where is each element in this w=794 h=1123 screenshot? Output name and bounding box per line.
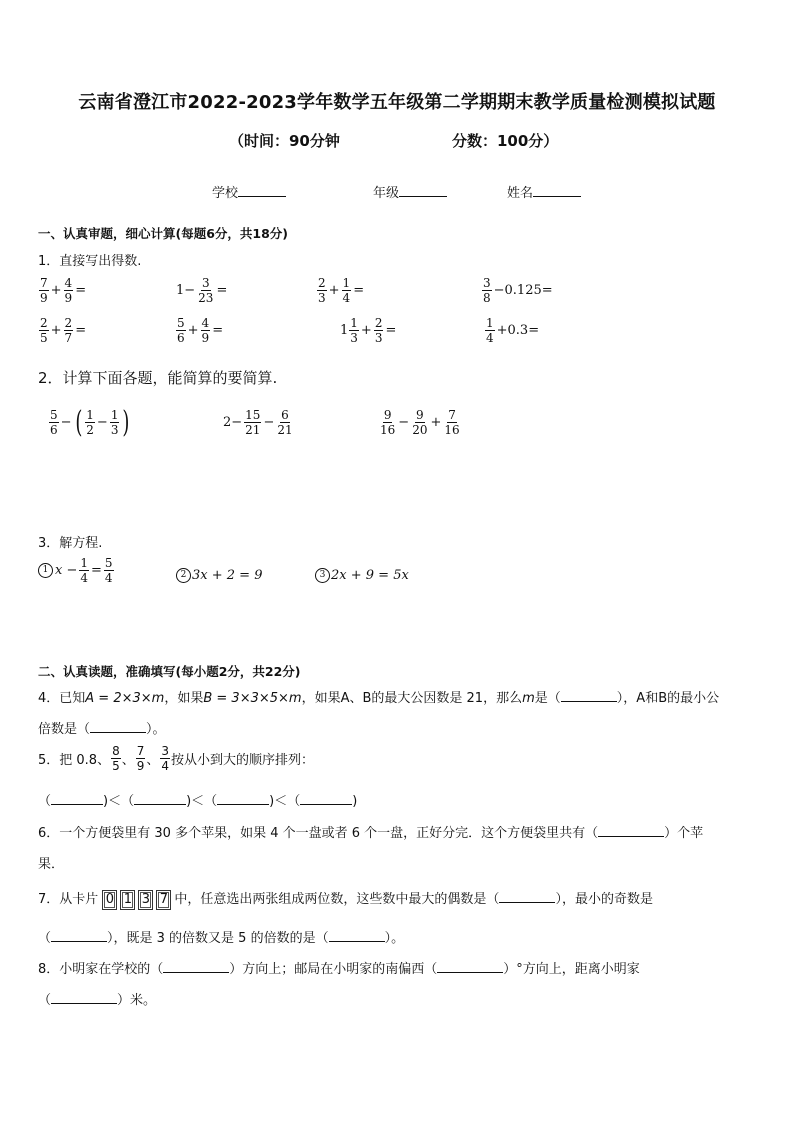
q5-line-2: （ )＜（ )＜（ )＜（ ) bbox=[38, 794, 358, 809]
time-label: （时间：90分钟 bbox=[229, 132, 340, 150]
number-card-3: 3 bbox=[138, 890, 153, 910]
name-field[interactable] bbox=[507, 182, 581, 201]
number-card-7: 7 bbox=[156, 890, 171, 910]
q6-line-1: 6．一个方便袋里有 30 多个苹果，如果 4 个一盘或者 6 个一盘，正好分完．这个方便袋里共有（ ）个苹 bbox=[38, 826, 704, 841]
section2-heading: 二、认真读题，准确填写(每小题2分，共22分) bbox=[38, 664, 301, 679]
score-label: 分数：100分） bbox=[452, 132, 559, 150]
q1-item-6: $\frac{5}{6}$ + $\frac{4}{9}$ = bbox=[177, 316, 224, 345]
q4-blank-2[interactable] bbox=[90, 720, 146, 733]
q1-item-4: $\frac{3}{8}$ −0.125= bbox=[483, 276, 553, 305]
q4-expr-a: A = 2×3×m bbox=[85, 691, 165, 706]
name-blank[interactable] bbox=[533, 184, 581, 197]
q7-line-2: （ ），既是 3 的倍数又是 5 的倍数的是（ ）。 bbox=[38, 931, 405, 946]
q2-expr-1: $\frac{5}{6}$ − ( $\frac{1}{2}$ − $\frac{1}{3}$ ) bbox=[50, 404, 130, 440]
grade-label: 年级 bbox=[373, 186, 400, 201]
q1-item-3: $\frac{2}{3}$ + $\frac{1}{4}$ = bbox=[318, 276, 365, 305]
q1-item-2: 1− $\frac{3}{23}$ = bbox=[176, 276, 228, 305]
q2-expr-3: $\frac{9}{16}$ − $\frac{9}{20}$ + $\frac{7}{16}$ bbox=[380, 408, 460, 437]
circled-number-2: 2 bbox=[176, 568, 191, 583]
q8-blank-3[interactable] bbox=[51, 991, 117, 1004]
q7-line-1: 7．从卡片 0 1 3 7 中，任意选出两张组成两位数，这些数中最大的偶数是（ ），最小的奇数是 bbox=[38, 888, 653, 910]
q7-blank-2[interactable] bbox=[51, 929, 107, 942]
q5-blank-2[interactable] bbox=[134, 792, 186, 805]
q5-blank-4[interactable] bbox=[300, 792, 352, 805]
q7-blank-1[interactable] bbox=[499, 890, 555, 903]
q3-eq-2: 2 3x + 2 = 9 bbox=[176, 568, 262, 583]
school-label: 学校 bbox=[212, 186, 239, 201]
q8-blank-2[interactable] bbox=[437, 960, 503, 973]
q2-expr-2: 2− $\frac{15}{21}$ − $\frac{6}{21}$ bbox=[223, 408, 293, 437]
q2-stem: 2．计算下面各题，能简算的要简算. bbox=[38, 369, 278, 387]
circled-number-3: 3 bbox=[315, 568, 330, 583]
q4-expr-b: B = 3×3×5×m bbox=[203, 691, 302, 706]
section1-heading: 一、认真审题，细心计算(每题6分，共18分) bbox=[38, 226, 289, 241]
q8-line-2: （ ）米。 bbox=[38, 993, 157, 1008]
q5-blank-1[interactable] bbox=[51, 792, 103, 805]
number-card-1: 1 bbox=[120, 890, 135, 910]
q7-blank-3[interactable] bbox=[329, 929, 385, 942]
q3-stem: 3．解方程. bbox=[38, 536, 103, 551]
q1-item-8: $\frac{1}{4}$ +0.3= bbox=[486, 316, 540, 345]
q1-item-5: $\frac{2}{5}$ + $\frac{2}{7}$ = bbox=[40, 316, 87, 345]
name-label: 姓名 bbox=[507, 186, 534, 201]
q3-eq-3: 3 2x + 9 = 5x bbox=[315, 568, 409, 583]
q4-line-2: 倍数是（ ）。 bbox=[38, 722, 166, 737]
q4-blank-1[interactable] bbox=[561, 689, 617, 702]
school-field[interactable] bbox=[212, 182, 286, 201]
q1-item-1: $\frac{7}{9}$ + $\frac{4}{9}$ = bbox=[40, 276, 87, 305]
grade-field[interactable] bbox=[373, 182, 447, 201]
q5-line-1: 5．把 0.8、 $\frac{8}{5}$ 、 $\frac{7}{9}$ 、 $\frac{3}{4}$ 按从小到大的顺序排列： bbox=[38, 744, 315, 773]
grade-blank[interactable] bbox=[399, 184, 447, 197]
q5-blank-3[interactable] bbox=[217, 792, 269, 805]
page-title: 云南省澄江市2022-2023学年数学五年级第二学期期末教学质量检测模拟试题 bbox=[78, 92, 716, 113]
school-blank[interactable] bbox=[238, 184, 286, 197]
q6-line-2: 果． bbox=[38, 857, 65, 872]
q6-blank[interactable] bbox=[598, 824, 664, 837]
q3-eq-1: 1 x − $\frac{1}{4}$ = $\frac{5}{4}$ bbox=[38, 556, 115, 585]
q8-line-1: 8．小明家在学校的（ ）方向上；邮局在小明家的南偏西（ ）°方向上，距离小明家 bbox=[38, 962, 640, 977]
q1-item-7: 1 $\frac{1}{3}$ + $\frac{2}{3}$ = bbox=[340, 316, 397, 345]
number-card-0: 0 bbox=[102, 890, 117, 910]
q4-line-1: 4．已知A = 2×3×m，如果B = 3×3×5×m，如果A、B的最大公因数是 21，那么m是（ ），A和B的最小公 bbox=[38, 691, 720, 706]
q1-stem: 1．直接写出得数. bbox=[38, 254, 142, 269]
circled-number-1: 1 bbox=[38, 563, 53, 578]
q8-blank-1[interactable] bbox=[163, 960, 229, 973]
